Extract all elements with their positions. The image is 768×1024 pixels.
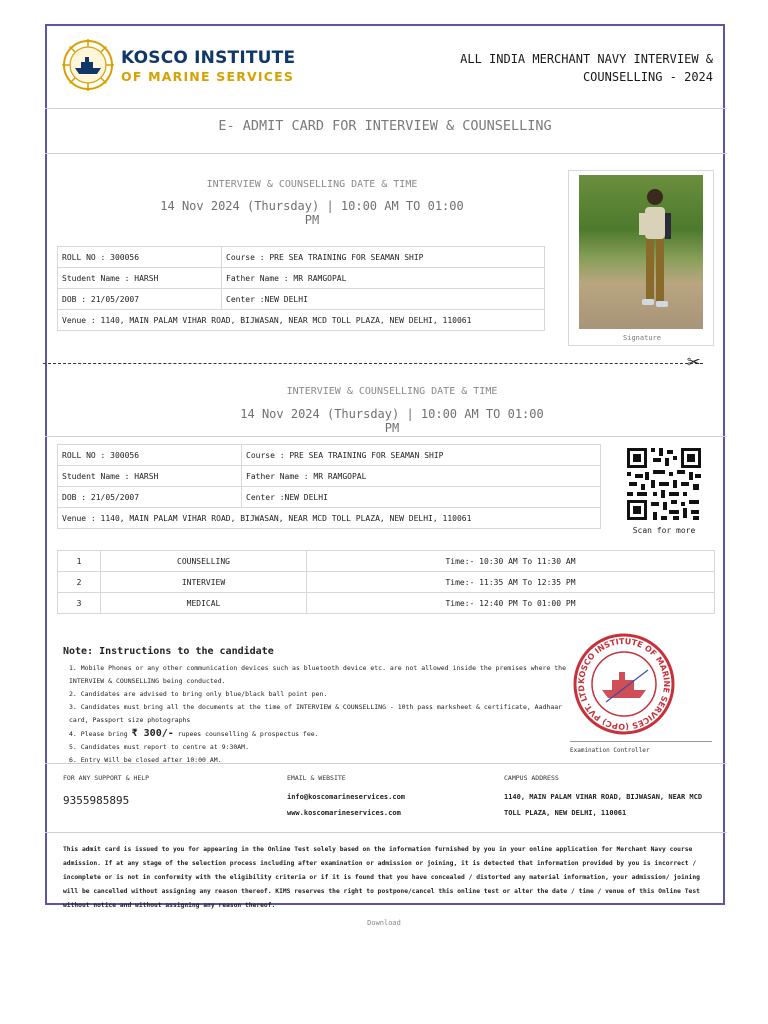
instructions-list: [69, 662, 569, 767]
schedule-no: 2: [58, 572, 101, 593]
cut-line: [43, 363, 703, 364]
disclaimer-text: This admit card is issued to you for appearing in the Online Test solely based on the information furnished by you in your online application for Merchant Navy course admission. If at any stage of the selection process including after examination or admission or joining, it is detected that information provided by you is incorrect / incomplete or is not in conformity with the eligibility criteria or if it is found that you have concealed / distorted any material information, your admission/ joining will be cancelled without assigning any reason thereof. KIMS reserves the right to postpone/cancel this online test or alter the date / time / venue of this Online Test without notice and without assigning any reason thereof.: [63, 846, 700, 909]
table-row: [58, 551, 715, 572]
exam-title: [443, 50, 713, 86]
schedule-event: MEDICAL: [101, 593, 307, 614]
qr-code-icon: [625, 446, 703, 522]
photo-box: [568, 170, 714, 346]
table-row: [58, 487, 601, 508]
schedule-heading-value: 14 Nov 2024 (Thursday) | 10:00 AM TO 01:00 PM: [160, 199, 464, 227]
table-row: [58, 466, 601, 487]
campus-label: CAMPUS ADDRESS: [504, 774, 559, 782]
stamp-seal-icon: [572, 632, 676, 736]
email-label: EMAIL & WEBSITE: [287, 774, 346, 782]
institute-stamp: [572, 632, 676, 736]
scan-label: Scan for more: [632, 526, 696, 535]
schedule-no: 3: [58, 593, 101, 614]
logo-title: KOSCO INSTITUTE: [121, 48, 296, 68]
candidate-table-upper: [57, 246, 545, 331]
table-row: [58, 247, 545, 268]
student-name: Student Name : HARSH: [58, 466, 242, 487]
candidate-table-lower: [57, 444, 601, 529]
schedule-time: Time:- 12:40 PM To 01:00 PM: [307, 593, 715, 614]
table-row: [58, 572, 715, 593]
campus-address-line1: 1140, MAIN PALAM VIHAR ROAD, BIJWASAN, NEAR MCD: [504, 793, 703, 801]
scissors-icon: ✂: [687, 350, 701, 375]
table-row: [58, 593, 715, 614]
stamp-text: KOSCO INSTITUTE OF MARINE SERVICES (OPC) PVT. LTD: [576, 636, 672, 732]
exam-center: Center :NEW DELHI: [222, 289, 545, 310]
schedule-heading-value-lower: 14 Nov 2024 (Thursday) | 10:00 AM TO 01:00 PM: [240, 407, 544, 435]
ecard-title: E- ADMIT CARD FOR INTERVIEW & COUNSELLING: [218, 118, 552, 134]
list-item: 3. Candidates must bring all the documents at the time of INTERVIEW & COUNSELLING - 10th pass marksheet & certificate, Aadhaar card, Passport size photographs: [69, 703, 563, 724]
father-name: Father Name : MR RAMGOPAL: [222, 268, 545, 289]
fee-suffix: rupees counselling & prospectus fee.: [177, 730, 319, 738]
fee-prefix: 4. Please bring: [69, 730, 128, 738]
controller-signature-line: [570, 741, 712, 742]
date-of-birth: DOB : 21/05/2007: [58, 487, 242, 508]
schedule-time: Time:- 11:35 AM To 12:35 PM: [307, 572, 715, 593]
institute-logo: [61, 38, 301, 94]
table-row: [58, 268, 545, 289]
table-row: [58, 508, 601, 529]
exam-center: Center :NEW DELHI: [242, 487, 601, 508]
website-link[interactable]: www.koscomarineservices.com: [287, 809, 401, 817]
student-name: Student Name : HARSH: [58, 268, 222, 289]
admit-card: [45, 24, 725, 909]
schedule-time: Time:- 10:30 AM To 11:30 AM: [307, 551, 715, 572]
person-photo-icon: [579, 175, 703, 329]
exam-title-line2: COUNSELLING - 2024: [582, 70, 713, 84]
support-phone: 9355985895: [63, 794, 130, 807]
campus-address-line2: TOLL PLAZA, NEW DELHI, 110061: [504, 809, 627, 817]
table-row: [58, 289, 545, 310]
download-link[interactable]: Download: [367, 919, 401, 927]
candidate-photo: [579, 175, 703, 329]
controller-label: Examination Controller: [570, 747, 650, 754]
schedule-heading-label-lower: INTERVIEW & COUNSELLING DATE & TIME: [286, 386, 498, 397]
venue: Venue : 1140, MAIN PALAM VIHAR ROAD, BIJWASAN, NEAR MCD TOLL PLAZA, NEW DELHI, 110061: [58, 310, 545, 331]
list-item: 2. Candidates are advised to bring only blue/black ball point pen.: [69, 690, 328, 698]
list-item: 6. Entry Will be closed after 10:00 AM.: [69, 756, 222, 764]
exam-title-line1: ALL INDIA MERCHANT NAVY INTERVIEW &: [460, 52, 713, 66]
support-label: FOR ANY SUPPORT & HELP: [63, 774, 150, 782]
schedule-no: 1: [58, 551, 101, 572]
table-row: [58, 310, 545, 331]
schedule-heading-label: INTERVIEW & COUNSELLING DATE & TIME: [206, 179, 418, 190]
father-name: Father Name : MR RAMGOPAL: [242, 466, 601, 487]
instructions-title: Note: Instructions to the candidate: [63, 646, 274, 657]
schedule-event: INTERVIEW: [101, 572, 307, 593]
list-item: 1. Mobile Phones or any other communication devices such as bluetooth device etc. are not allowed inside the premises where the INTERVIEW & COUNSELLING being conducted.: [69, 664, 566, 685]
fee-amount: ₹ 300/-: [131, 728, 174, 739]
logo-subtitle: OF MARINE SERVICES: [121, 69, 295, 84]
list-item: 5. Candidates must report to centre at 9:30AM.: [69, 743, 250, 751]
course-name: Course : PRE SEA TRAINING FOR SEAMAN SHIP: [242, 445, 601, 466]
ship-wheel-logo-icon: [61, 38, 115, 92]
signature-label: Signature: [623, 334, 661, 342]
email-address: info@koscomarineservices.com: [287, 793, 406, 801]
date-of-birth: DOB : 21/05/2007: [58, 289, 222, 310]
venue: Venue : 1140, MAIN PALAM VIHAR ROAD, BIJWASAN, NEAR MCD TOLL PLAZA, NEW DELHI, 110061: [58, 508, 601, 529]
table-row: [58, 445, 601, 466]
course-name: Course : PRE SEA TRAINING FOR SEAMAN SHIP: [222, 247, 545, 268]
roll-number: ROLL NO : 300056: [58, 247, 222, 268]
list-item: [69, 727, 569, 741]
schedule-table: [57, 550, 715, 614]
roll-number: ROLL NO : 300056: [58, 445, 242, 466]
schedule-event: COUNSELLING: [101, 551, 307, 572]
